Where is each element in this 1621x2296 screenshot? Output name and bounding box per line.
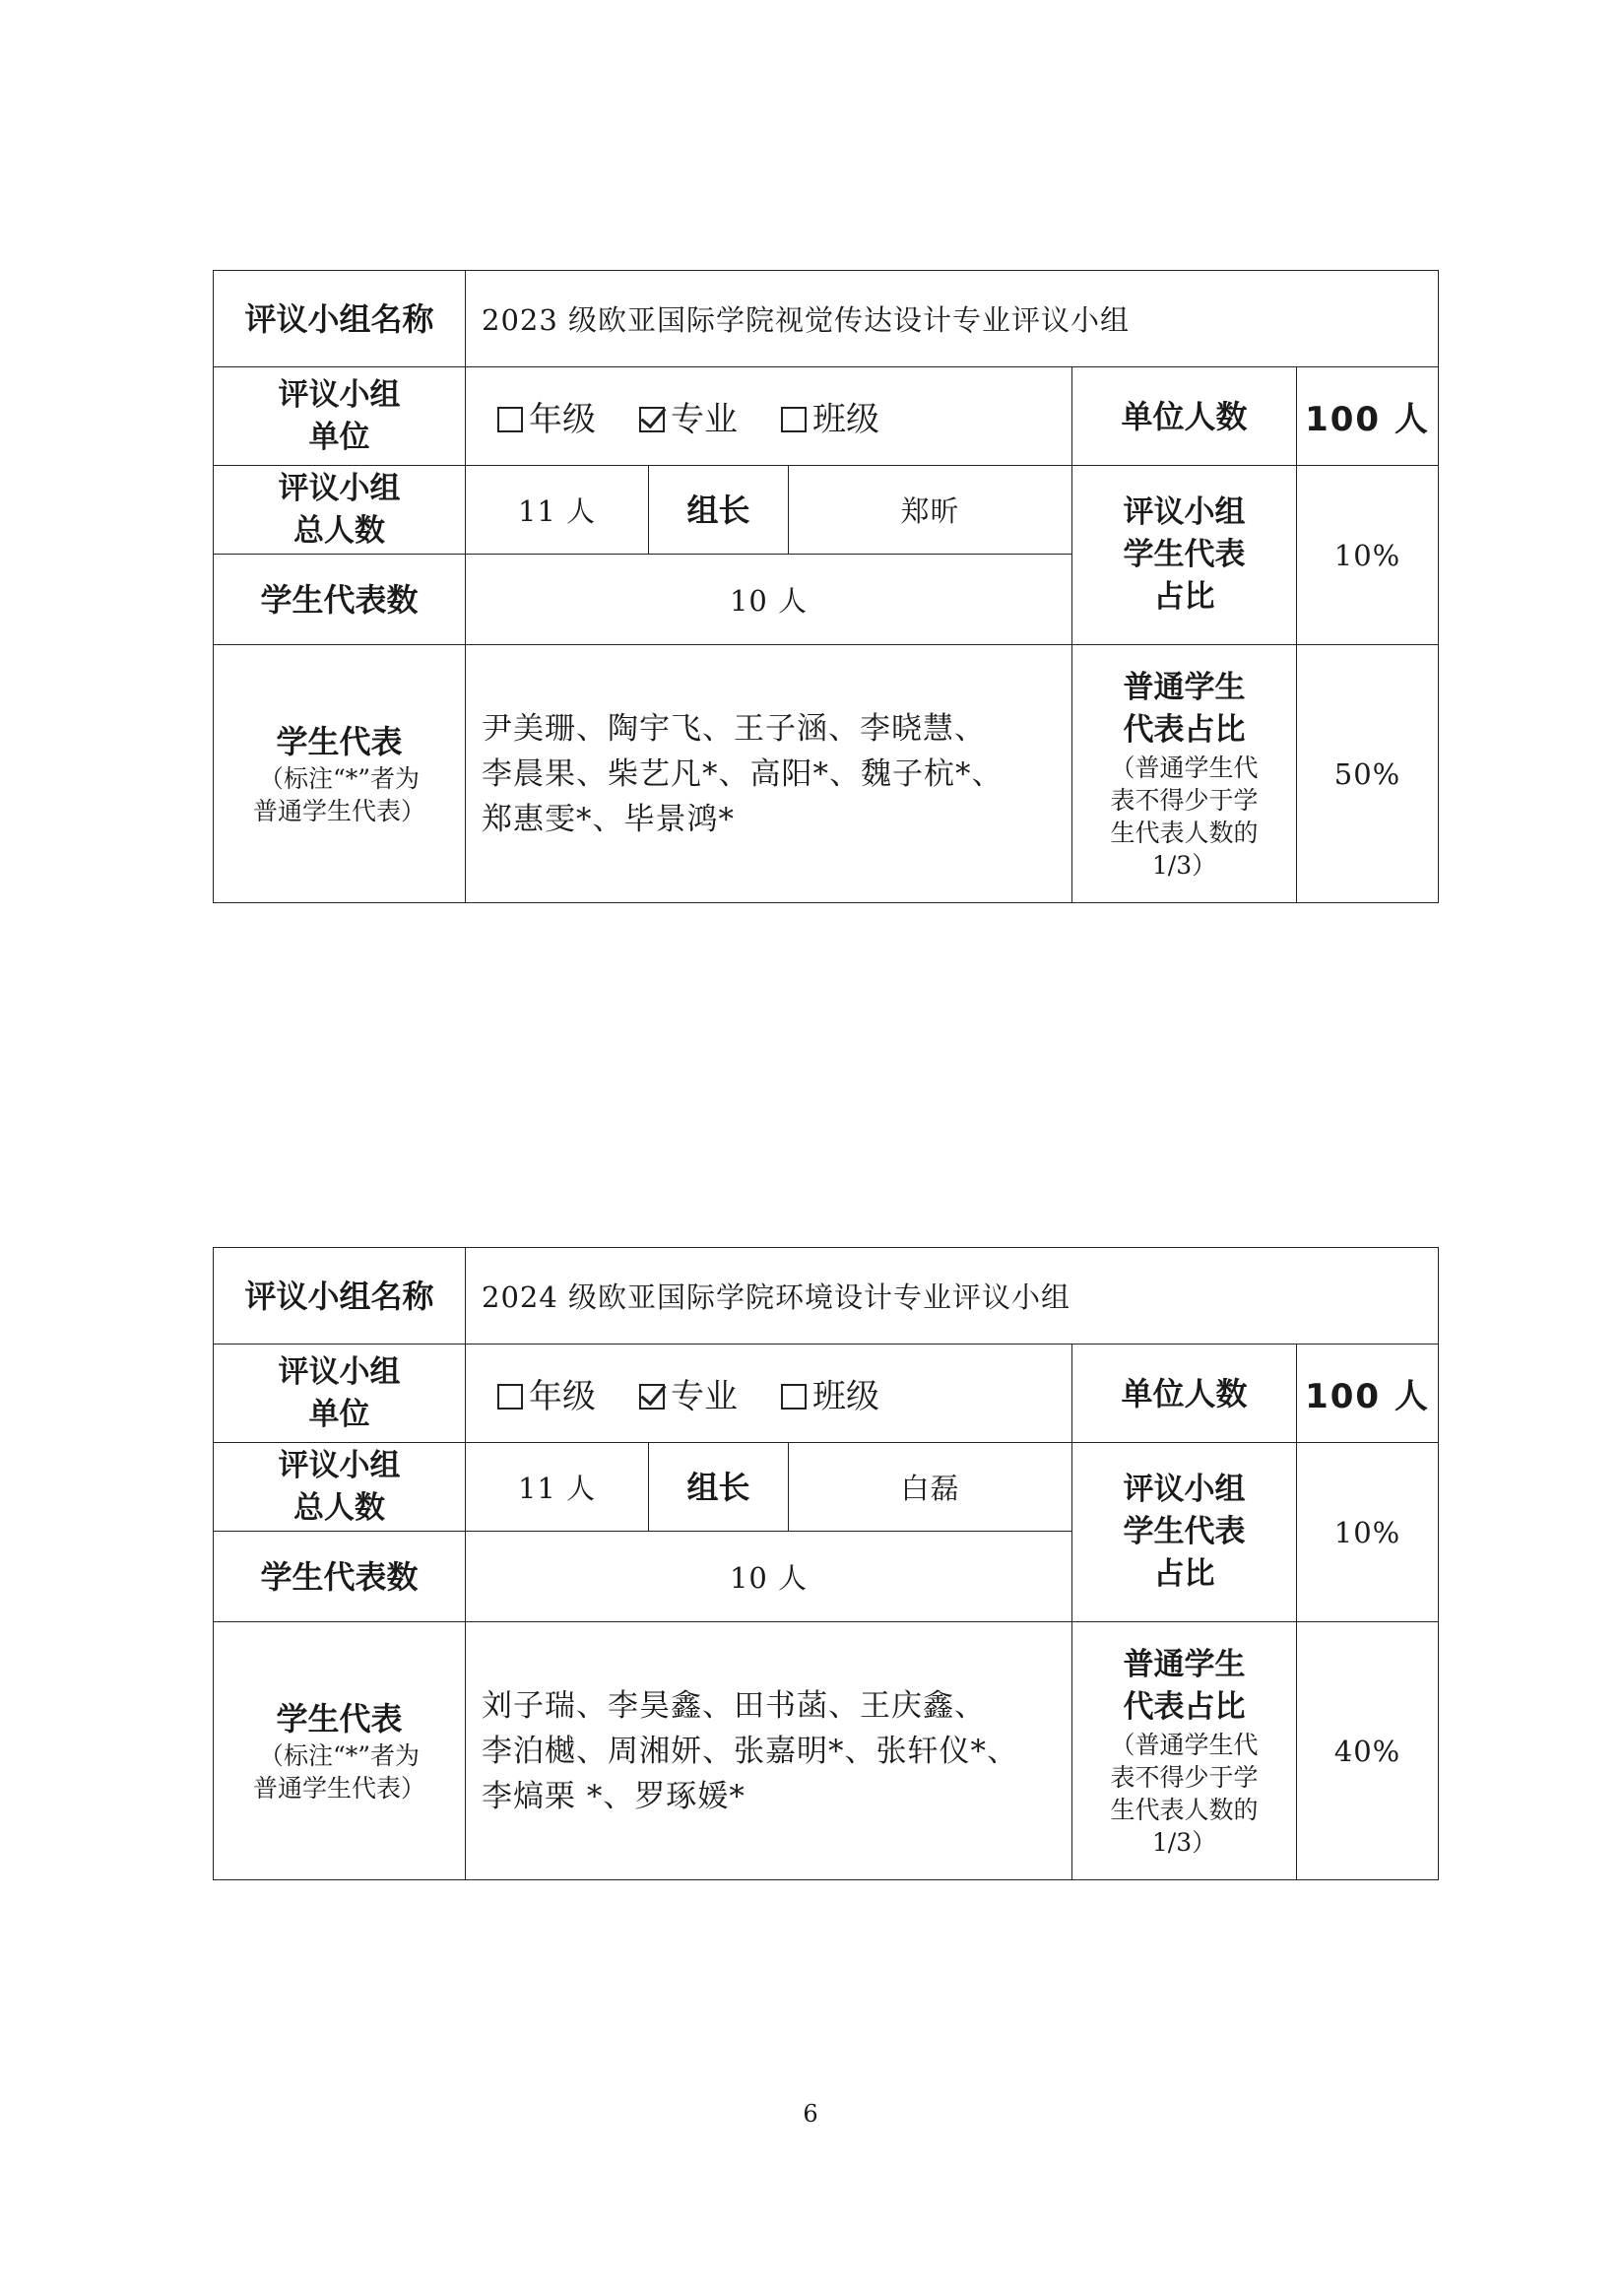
group-total-value: 11 人 [466, 466, 649, 555]
ordinary-ratio-value: 40% [1297, 1622, 1439, 1880]
group-unit-label: 评议小组 单位 [214, 1345, 466, 1443]
group-name-value: 2024 级欧亚国际学院环境设计专业评议小组 [466, 1248, 1439, 1345]
leader-value: 白磊 [789, 1443, 1072, 1532]
unit-option-major[interactable]: 专业 [639, 392, 738, 440]
rep-ratio-value: 10% [1297, 466, 1439, 645]
checkbox-unchecked-icon [781, 1384, 807, 1410]
checkbox-checked-icon [639, 407, 665, 432]
group-unit-label: 评议小组 单位 [214, 367, 466, 466]
rep-ratio-label: 评议小组 学生代表 占比 [1072, 466, 1297, 645]
rep-count-value: 10 人 [466, 555, 1072, 645]
leader-value: 郑昕 [789, 466, 1072, 555]
unit-options [466, 1345, 1072, 1443]
reps-list [466, 645, 1072, 903]
unit-options [466, 367, 1072, 466]
unit-option-class[interactable]: 班级 [781, 1369, 879, 1417]
reps-line: 尹美珊、陶宇飞、王子涵、李晓慧、 [482, 710, 986, 747]
checkbox-unchecked-icon [497, 407, 523, 432]
review-group-table-1 [213, 270, 1439, 903]
reps-label: 学生代表 （标注“*”者为 普通学生代表） [214, 1622, 466, 1880]
reps-line: 李泊樾、周湘妍、张嘉明*、张轩仪*、 [482, 1733, 1018, 1769]
rep-ratio-label: 评议小组 学生代表 占比 [1072, 1443, 1297, 1622]
ordinary-ratio-value: 50% [1297, 645, 1439, 903]
unit-count-label: 单位人数 [1072, 1345, 1297, 1443]
group-total-value: 11 人 [466, 1443, 649, 1532]
ordinary-ratio-label: 普通学生 代表占比 （普通学生代 表不得少于学 生代表人数的 1/3） [1072, 1622, 1297, 1880]
reps-line: 李晨果、柴艺凡*、高阳*、魏子杭*、 [482, 755, 1004, 792]
reps-line: 李熇栗 *、罗琢媛* [482, 1778, 746, 1814]
group-name-label: 评议小组名称 [214, 1248, 466, 1345]
unit-option-major[interactable]: 专业 [639, 1369, 738, 1417]
unit-count-label: 单位人数 [1072, 367, 1297, 466]
unit-count-value: 100 人 [1297, 1345, 1439, 1443]
unit-option-class[interactable]: 班级 [781, 392, 879, 440]
rep-ratio-value: 10% [1297, 1443, 1439, 1622]
unit-count-value: 100 人 [1297, 367, 1439, 466]
unit-option-grade[interactable]: 年级 [497, 392, 596, 440]
rep-count-value: 10 人 [466, 1532, 1072, 1622]
leader-label: 组长 [649, 1443, 789, 1532]
ordinary-ratio-label: 普通学生 代表占比 （普通学生代 表不得少于学 生代表人数的 1/3） [1072, 645, 1297, 903]
reps-line: 郑惠雯*、毕景鸿* [482, 801, 735, 837]
checkbox-unchecked-icon [497, 1384, 523, 1410]
rep-count-label: 学生代表数 [214, 1532, 466, 1622]
group-name-value: 2023 级欧亚国际学院视觉传达设计专业评议小组 [466, 271, 1439, 367]
unit-option-grade[interactable]: 年级 [497, 1369, 596, 1417]
leader-label: 组长 [649, 466, 789, 555]
group-name-label: 评议小组名称 [214, 271, 466, 367]
reps-line: 刘子瑞、李昊鑫、田书菡、王庆鑫、 [482, 1687, 986, 1724]
checkbox-checked-icon [639, 1384, 665, 1410]
group-total-label: 评议小组 总人数 [214, 1443, 466, 1532]
review-group-table-2 [213, 1247, 1439, 1880]
group-total-label: 评议小组 总人数 [214, 466, 466, 555]
reps-label: 学生代表 （标注“*”者为 普通学生代表） [214, 645, 466, 903]
page-number: 6 [803, 2100, 818, 2128]
reps-list [466, 1622, 1072, 1880]
checkbox-unchecked-icon [781, 407, 807, 432]
rep-count-label: 学生代表数 [214, 555, 466, 645]
